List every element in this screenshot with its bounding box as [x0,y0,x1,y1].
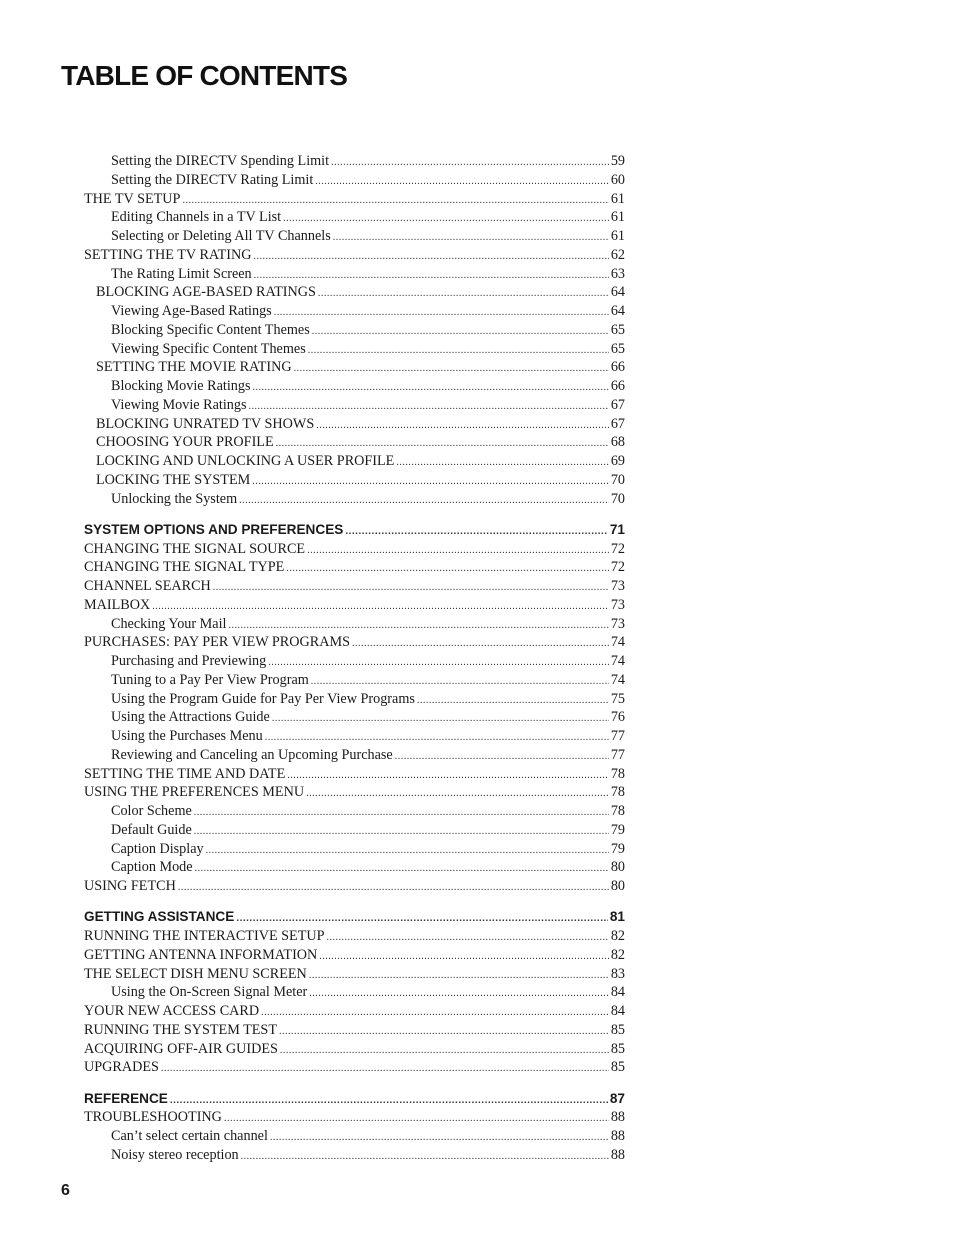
toc-entry [84,471,625,490]
toc-entry [84,227,625,246]
toc-entry-page: 74 [610,634,625,651]
toc-section-heading [84,521,625,540]
dot-leader [236,910,608,927]
toc-entry [84,1002,625,1021]
toc-entry-title: UPGRADES [84,1059,159,1076]
dot-leader [327,929,609,946]
dot-leader [352,635,609,652]
toc-entry-page: 76 [610,709,625,726]
dot-leader [228,617,608,634]
toc-entry-title: LOCKING AND UNLOCKING A USER PROFILE [96,453,395,469]
toc-entry-title: PURCHASES: PAY PER VIEW PROGRAMS [84,634,350,651]
toc-entry-page: 77 [610,746,625,763]
toc-entry-page: 85 [610,1040,625,1057]
toc-entry [84,577,625,596]
toc-entry-page: 82 [610,946,625,963]
toc-entry-title: REFERENCE [84,1090,168,1106]
dot-leader [274,304,609,321]
toc-entry [84,596,625,615]
dot-leader [316,417,609,434]
toc-entry-page: 79 [610,840,625,857]
dot-leader [206,842,609,859]
toc-entry [84,246,625,265]
toc-entry [84,746,625,765]
toc-entry-page: 66 [610,378,625,394]
toc-entry-title: Purchasing and Previewing [111,653,267,669]
toc-entry-page: 84 [610,984,625,1001]
toc-entry-page: 70 [610,471,625,488]
toc-entry-page: 71 [609,521,625,537]
toc-entry-title: CHANGING THE SIGNAL TYPE [84,559,285,576]
toc-entry-title: Unlocking the System [111,490,238,507]
toc-entry-page: 75 [610,690,625,707]
dot-leader [280,1042,609,1059]
toc-entry-page: 59 [610,153,625,169]
toc-entry-page: 81 [609,909,625,925]
toc-entry-page: 84 [610,1003,625,1019]
toc-entry-title: Using the On-Screen Signal Meter [111,984,308,1001]
toc-entry-page: 61 [610,190,625,207]
dot-leader [241,1148,609,1165]
toc-entry-title: THE TV SETUP [84,190,181,207]
toc-entry [84,821,625,840]
toc-section-heading [84,908,625,927]
toc-entry-page: 65 [610,340,625,357]
dot-leader [311,673,609,690]
toc-entry-title: SETTING THE TIME AND DATE [84,765,286,782]
dot-leader [161,1060,609,1077]
dot-leader [395,748,609,765]
toc-entry [84,633,625,652]
dot-leader [268,654,609,671]
dot-leader [194,804,609,821]
toc-entry [84,965,625,984]
table-of-contents [84,152,625,1165]
dot-leader [252,473,609,490]
toc-entry-page: 70 [610,490,625,507]
toc-entry-title: Tuning to a Pay Per View Program [111,671,309,688]
toc-entry-page: 69 [610,453,625,469]
toc-entry-title: SETTING THE TV RATING [84,246,252,263]
dot-leader [178,879,609,896]
dot-leader [170,1092,608,1109]
toc-entry-title: Using the Program Guide for Pay Per View Programs [111,690,415,707]
dot-leader [254,267,609,284]
toc-entry-title: Checking Your Mail [111,615,227,632]
toc-entry [84,190,625,209]
toc-entry-page: 72 [610,540,625,557]
dot-leader [265,729,609,746]
dot-leader [315,173,609,190]
toc-entry [84,671,625,690]
toc-entry-title: Default Guide [111,821,192,838]
toc-entry [84,377,625,396]
toc-entry-page: 88 [610,1128,625,1144]
toc-entry [84,858,625,877]
toc-entry-title: RUNNING THE SYSTEM TEST [84,1021,277,1038]
toc-entry [84,540,625,559]
toc-entry-title: LOCKING THE SYSTEM [96,471,251,488]
toc-entry-title: THE SELECT DISH MENU SCREEN [84,965,307,982]
page-number: 6 [61,1182,70,1199]
toc-entry [84,1021,625,1040]
toc-entry-title: GETTING ASSISTANCE [84,909,235,925]
toc-entry [84,171,625,190]
toc-entry-title: Caption Mode [111,859,193,876]
dot-leader [396,454,608,471]
toc-entry [84,302,625,321]
dot-leader [286,560,608,577]
toc-entry-page: 64 [610,284,625,301]
toc-entry-title: TROUBLESHOOTING [84,1109,222,1126]
toc-entry [84,415,625,434]
toc-entry-page: 74 [610,671,625,688]
toc-entry-title: Can’t select certain channel [111,1128,268,1144]
toc-entry-page: 64 [610,303,625,319]
toc-entry-title: USING FETCH [84,878,176,894]
toc-entry-title: Reviewing and Canceling an Upcoming Purchase [111,746,393,763]
dot-leader [345,523,608,540]
toc-entry [84,840,625,859]
dot-leader [307,542,609,559]
toc-entry-page: 65 [610,321,625,338]
dot-leader [224,1110,609,1127]
toc-entry-page: 63 [610,265,625,282]
dot-leader [213,579,609,596]
toc-entry [84,1127,625,1146]
toc-entry-title: Viewing Specific Content Themes [111,340,306,357]
toc-entry-title: Blocking Movie Ratings [111,378,251,394]
dot-leader [331,154,609,171]
dot-leader [182,192,608,209]
dot-leader [194,823,609,840]
toc-entry-page: 80 [610,859,625,876]
dot-leader [276,435,609,452]
toc-entry-page: 82 [610,928,625,944]
toc-entry-page: 74 [610,653,625,669]
toc-entry-title: SETTING THE MOVIE RATING [96,359,292,376]
toc-entry-title: BLOCKING AGE-BASED RATINGS [96,284,316,301]
toc-entry-page: 73 [610,615,625,632]
toc-entry-page: 79 [610,821,625,838]
toc-entry [84,558,625,577]
toc-entry [84,877,625,896]
toc-entry-title: Setting the DIRECTV Rating Limit [111,171,314,188]
dot-leader [253,379,609,396]
dot-leader [239,492,609,509]
toc-entry [84,490,625,509]
dot-leader [287,767,609,784]
toc-entry-page: 68 [610,434,625,451]
toc-entry-page: 61 [610,228,625,244]
toc-entry [84,265,625,284]
toc-entry-page: 62 [610,246,625,263]
toc-entry-page: 87 [609,1090,625,1106]
toc-entry-title: Using the Attractions Guide [111,709,270,726]
toc-entry-title: Viewing Age-Based Ratings [111,303,272,319]
toc-entry-page: 73 [610,596,625,613]
dot-leader [249,398,609,415]
toc-entry [84,615,625,634]
toc-entry [84,1058,625,1077]
toc-entry-page: 78 [610,765,625,782]
dot-leader [308,342,609,359]
toc-entry [84,927,625,946]
dot-leader [270,1129,609,1146]
toc-entry-page: 77 [610,728,625,744]
toc-entry [84,321,625,340]
toc-entry [84,1146,625,1165]
dot-leader [283,210,609,227]
toc-entry-title: GETTING ANTENNA INFORMATION [84,946,318,963]
toc-entry-page: 66 [610,359,625,376]
dot-leader [253,248,608,265]
dot-leader [312,323,609,340]
toc-entry-title: USING THE PREFERENCES MENU [84,784,305,801]
toc-entry [84,946,625,965]
toc-entry-title: Setting the DIRECTV Spending Limit [111,153,330,169]
toc-entry-title: Blocking Specific Content Themes [111,321,310,338]
toc-entry [84,452,625,471]
toc-entry-title: Caption Display [111,840,204,857]
toc-entry-title: Noisy stereo reception [111,1146,239,1163]
toc-entry-page: 85 [610,1021,625,1038]
toc-entry-page: 80 [610,878,625,894]
dot-leader [318,285,609,302]
toc-entry-page: 83 [610,965,625,982]
dot-leader [309,985,609,1002]
toc-entry-title: ACQUIRING OFF-AIR GUIDES [84,1040,278,1057]
toc-entry [84,802,625,821]
toc-entry-title: YOUR NEW ACCESS CARD [84,1003,260,1019]
toc-entry [84,208,625,227]
toc-entry [84,983,625,1002]
dot-leader [306,785,609,802]
dot-leader [417,692,609,709]
toc-entry-title: Color Scheme [111,803,192,819]
toc-section-heading [84,1090,625,1109]
toc-entry-page: 88 [610,1109,625,1126]
toc-entry [84,396,625,415]
toc-entry-title: SYSTEM OPTIONS AND PREFERENCES [84,521,344,537]
toc-entry-title: Viewing Movie Ratings [111,396,247,413]
toc-entry-page: 72 [610,559,625,576]
toc-entry [84,358,625,377]
page-title: TABLE OF CONTENTS [61,60,348,91]
toc-entry-page: 61 [610,209,625,226]
toc-entry [84,708,625,727]
toc-entry-page: 60 [610,171,625,188]
toc-entry [84,152,625,171]
dot-leader [333,229,609,246]
toc-entry [84,1040,625,1059]
toc-entry [84,690,625,709]
toc-entry-title: Using the Purchases Menu [111,728,263,744]
toc-entry [84,1108,625,1127]
toc-entry-title: Editing Channels in a TV List [111,209,282,226]
toc-entry-title: Selecting or Deleting All TV Channels [111,228,331,244]
toc-entry-title: BLOCKING UNRATED TV SHOWS [96,415,315,432]
toc-entry [84,652,625,671]
dot-leader [279,1023,609,1040]
toc-entry-title: MAILBOX [84,596,151,613]
toc-entry-page: 88 [610,1146,625,1163]
dot-leader [309,967,609,984]
toc-entry [84,765,625,784]
dot-leader [152,598,609,615]
toc-entry-title: CHANGING THE SIGNAL SOURCE [84,540,306,557]
toc-entry [84,340,625,359]
toc-entry-title: CHOOSING YOUR PROFILE [96,434,274,451]
dot-leader [261,1004,609,1021]
toc-entry-page: 67 [610,415,625,432]
toc-entry-page: 85 [610,1059,625,1076]
toc-entry [84,283,625,302]
toc-entry-title: The Rating Limit Screen [111,265,252,282]
toc-entry [84,727,625,746]
dot-leader [319,948,609,965]
toc-entry-title: CHANNEL SEARCH [84,578,211,594]
toc-entry-title: RUNNING THE INTERACTIVE SETUP [84,928,325,944]
toc-entry [84,433,625,452]
toc-entry-page: 73 [610,578,625,594]
toc-entry [84,783,625,802]
toc-entry-page: 67 [610,396,625,413]
dot-leader [294,360,609,377]
dot-leader [272,710,609,727]
toc-entry-page: 78 [610,784,625,801]
toc-entry-page: 78 [610,803,625,819]
dot-leader [195,860,609,877]
